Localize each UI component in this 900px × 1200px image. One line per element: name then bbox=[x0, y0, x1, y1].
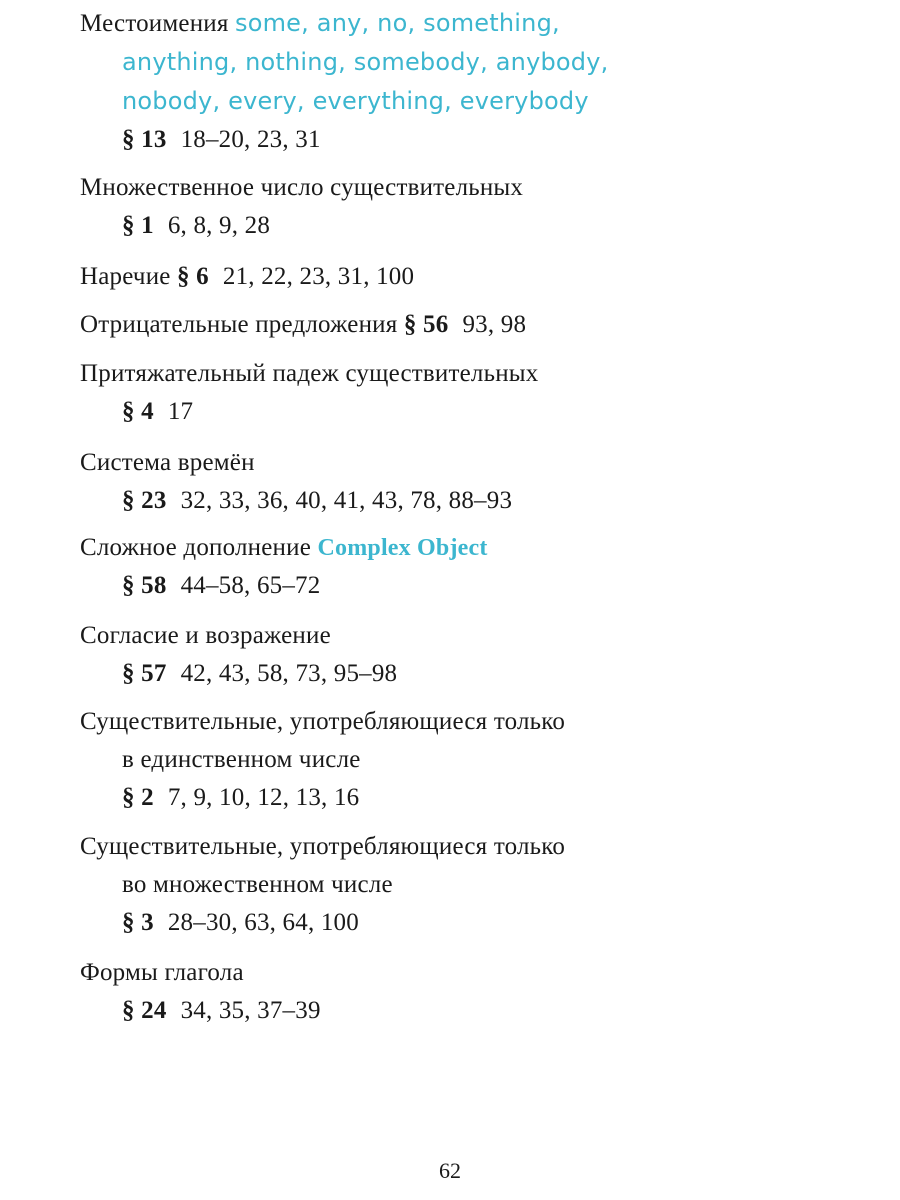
entry-section: § 13 bbox=[122, 126, 167, 153]
entry-section: § 24 bbox=[122, 997, 167, 1024]
entry-exercises: 42, 43, 58, 73, 95–98 bbox=[180, 660, 398, 687]
entry-section: § 56 bbox=[403, 311, 449, 338]
entry-section: § 3 bbox=[122, 909, 154, 936]
entry-title: Существительные, употребляющиеся только bbox=[80, 833, 566, 860]
index-entry-plural-nouns bbox=[80, 169, 860, 245]
entry-title: Наречие bbox=[80, 263, 171, 290]
entry-title: Отрицательные предложения bbox=[80, 311, 398, 338]
entry-title: Притяжательный падеж существительных bbox=[80, 360, 539, 387]
index-entry-complex-object bbox=[80, 529, 860, 605]
entry-section: § 58 bbox=[122, 572, 167, 599]
entry-english-term: nobody, every, everything, everybody bbox=[122, 87, 589, 115]
entry-subtitle: во множественном числе bbox=[122, 871, 393, 898]
index-entry-negative-sentences bbox=[80, 306, 860, 344]
entry-section: § 1 bbox=[122, 212, 154, 239]
entry-title: Формы глагола bbox=[80, 959, 244, 986]
index-entry-tense-system bbox=[80, 444, 860, 520]
entry-exercises: 7, 9, 10, 12, 13, 16 bbox=[167, 784, 360, 811]
entry-section: § 57 bbox=[122, 660, 167, 687]
index-entry-plural-only-nouns bbox=[80, 828, 860, 942]
entry-exercises: 32, 33, 36, 40, 41, 43, 78, 88–93 bbox=[180, 487, 513, 514]
entry-title: Сложное дополнение bbox=[80, 534, 312, 561]
index-entry-verb-forms bbox=[80, 954, 860, 1030]
index-entry-pronouns bbox=[80, 4, 860, 159]
entry-exercises: 34, 35, 37–39 bbox=[180, 997, 321, 1024]
entry-exercises: 6, 8, 9, 28 bbox=[167, 212, 271, 239]
page-number: 62 bbox=[439, 1158, 461, 1183]
entry-section: § 6 bbox=[177, 263, 209, 290]
entry-english-term: Complex Object bbox=[317, 535, 488, 561]
entry-title: Существительные, употребляющиеся только bbox=[80, 708, 566, 735]
entry-exercises: 18–20, 23, 31 bbox=[180, 126, 321, 153]
entry-exercises: 93, 98 bbox=[462, 311, 527, 338]
index-entry-possessive-case bbox=[80, 355, 860, 431]
entry-section: § 4 bbox=[122, 398, 154, 425]
entry-exercises: 44–58, 65–72 bbox=[180, 572, 321, 599]
entry-exercises: 28–30, 63, 64, 100 bbox=[167, 909, 359, 936]
index-entry-adverb bbox=[80, 258, 860, 296]
entry-title: Система времён bbox=[80, 449, 255, 476]
entry-exercises: 21, 22, 23, 31, 100 bbox=[222, 263, 415, 290]
entry-title: Множественное число существительных bbox=[80, 174, 524, 201]
entry-english-term: anything, nothing, somebody, anybody, bbox=[122, 48, 609, 76]
entry-exercises: 17 bbox=[167, 398, 194, 425]
entry-english-term: some, any, no, something, bbox=[235, 9, 560, 37]
entry-subtitle: в единственном числе bbox=[122, 746, 361, 773]
entry-title: Согласие и возражение bbox=[80, 622, 331, 649]
entry-section: § 23 bbox=[122, 487, 167, 514]
index-entry-singular-only-nouns bbox=[80, 703, 860, 817]
entry-section: § 2 bbox=[122, 784, 154, 811]
index-entry-agreement bbox=[80, 617, 860, 693]
entry-title: Местоимения bbox=[80, 10, 229, 37]
